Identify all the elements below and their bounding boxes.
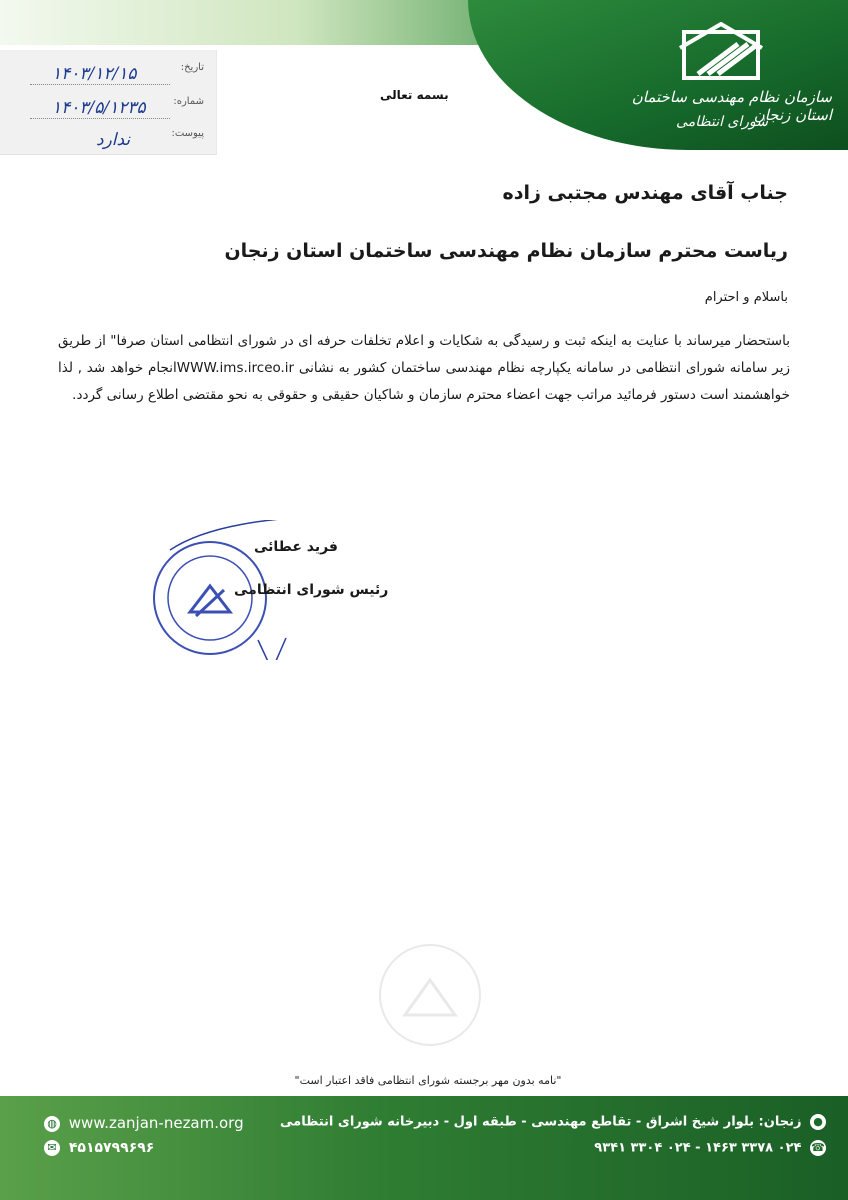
date-label: تاریخ: (180, 62, 204, 73)
address: زنجان: بلوار شیخ اشراق - تقاطع مهندسی - طبقه اول - دبیرخانه شورای انتظامی (280, 1114, 802, 1130)
validity-note: "نامه بدون مهر برجسته شورای انتظامی فاقد اعتبار است" (294, 1074, 562, 1087)
signer-name: فرید عطائی (254, 539, 338, 555)
attachment-value: ندارد (96, 130, 131, 150)
website-row (40, 1114, 244, 1132)
letter-body: باستحضار میرساند با عنایت به اینکه ثبت و رسیدگی به شکایات و اعلام تخلفات حرفه ای در شورای انتظامی استان صرفا" از طریق زیر سامانه شورای انتظامی در سامانه یکپارچه نظام مهندسی ساختمان کشور به نشانی WWW.ims.irceo.irانجام خواهد شد , لذا خواهشمند است دستور فرمائید مراتب جهت اعضاء محترم سازمان و شاکیان حقیقی و حقوقی به نحو مقتضی اطلاع رسانی گردد. (58, 333, 790, 403)
location-icon: ● (810, 1114, 826, 1130)
postal-code-row (40, 1140, 154, 1156)
number-label: شماره: (173, 96, 204, 107)
recipient-name: جناب آقای مهندس مجتبی زاده (502, 182, 788, 204)
meta-number-row (0, 96, 216, 122)
postal-code: ۴۵۱۵۷۹۹۶۹۶ (68, 1140, 155, 1156)
signer-title: رئیس شورای انتظامی (234, 582, 389, 598)
phone-row (594, 1140, 830, 1156)
address-row (280, 1114, 830, 1130)
phone-numbers: ۰۲۴ ۳۳۷۸ ۱۴۶۳ - ۰۲۴ ۳۳۰۴ ۹۳۴۱ (594, 1140, 802, 1156)
date-line (30, 84, 170, 85)
number-value: ۱۴۰۳/۵/۱۲۳۵ (52, 98, 146, 118)
bismillah-heading: بسمه تعالی (380, 88, 449, 102)
date-value: ۱۴۰۳/۱۲/۱۵ (52, 64, 137, 84)
recipient-title: ریاست محترم سازمان نظام مهندسی ساختمان استان زنجان (224, 240, 788, 262)
number-line (30, 118, 170, 119)
greeting: باسلام و احترام (704, 290, 788, 305)
meta-date-row (0, 62, 216, 88)
org-name: سازمان نظام مهندسی ساختمان استان زنجان (631, 88, 832, 124)
embossed-seal-icon (360, 940, 500, 1050)
website-link[interactable]: www.zanjan-nezam.org (68, 1114, 244, 1132)
org-logo-icon (678, 22, 764, 88)
attachment-label: پیوست: (171, 128, 204, 139)
footer-bar (0, 1096, 848, 1200)
org-subtitle: شورای انتظامی (676, 114, 768, 130)
phone-icon: ☎ (811, 1141, 825, 1154)
letter-meta-box (0, 50, 217, 155)
globe-icon: ◍ (44, 1116, 60, 1132)
meta-attachment-row (0, 128, 216, 154)
mailbox-icon: ✉ (44, 1140, 60, 1156)
